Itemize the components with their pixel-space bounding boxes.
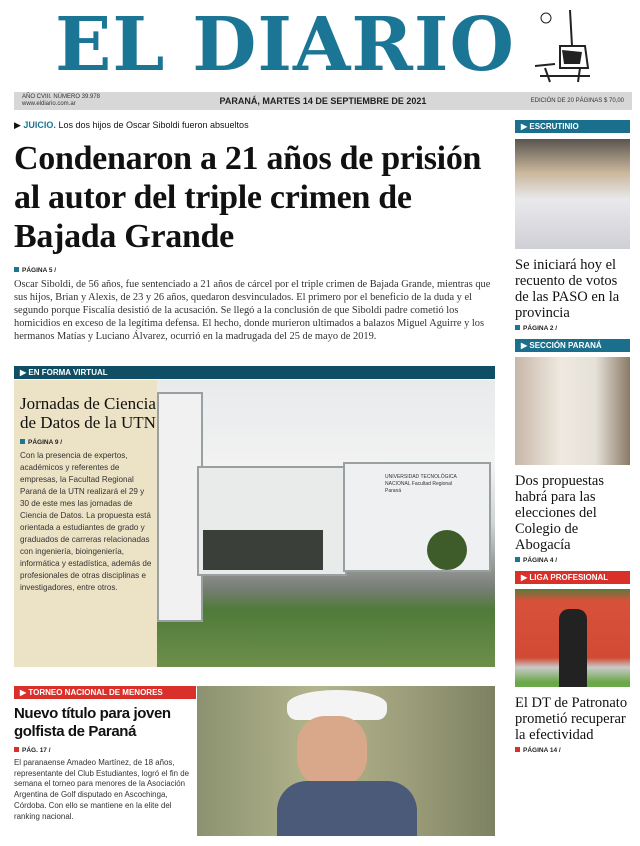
section-label: ESCRUTINIO (529, 122, 579, 131)
section-bar-liga-profesional: ▶ LIGA PROFESIONAL (515, 571, 630, 584)
issue-number: AÑO CVIII. NÚMERO 39.978 (22, 94, 101, 100)
utn-body: Con la presencia de expertos, académicos y referentes de empresas, la Facultad Regional Paraná de la UTN realizará el 29 y 30 de este mes las jornadas de Ciencia de Datos. La propuesta está orientada a estudiantes de grado y graduados de carreras relacionadas con ingeniería, bioingeniería, informática y estadística, además de profesionales de otras disciplinas e investigadores, entre otros. (20, 451, 152, 592)
sidebar-headline-parana[interactable]: Dos propuestas habrá para las elecciones del Colegio de Abogacía (515, 473, 605, 553)
coach-photo (515, 589, 630, 687)
lead-kicker: ▶ JUICIO. Los dos hijos de Oscar Siboldi fueron absueltos (14, 120, 249, 130)
ballot-photo (515, 139, 630, 249)
sidebar-headline-escrutinio[interactable]: Se iniciará hoy el recuento de votos de las PASO en la provincia (515, 257, 620, 321)
lead-page-ref: PÁGINA 5 / (14, 266, 496, 275)
utn-headline[interactable]: Jornadas de Ciencia de Datos de la UTN (20, 394, 156, 432)
logo: EL DIARIO (55, 2, 515, 88)
golf-body: El paranaense Amadeo Martínez, de 18 años, representante del Club Estudiantes, logró el fin de semana el torneo para menores de la Asociación Argentina de Golf disputado en Ascochinga, Córdoba. Con ello se mantiene en la elite del ranking nacional. (14, 758, 190, 821)
edition-price: EDICIÓN DE 20 PÁGINAS $ 70,00 (530, 98, 624, 104)
don-quijote-illustration-icon (530, 6, 600, 86)
utn-sign: UNIVERSIDAD TECNOLÓGICA NACIONAL Facultad Regional Paraná (385, 474, 457, 494)
lead-story (14, 119, 496, 343)
golfer-photo (197, 686, 495, 836)
section-label: EN FORMA VIRTUAL (28, 368, 108, 377)
lawyers-photo (515, 357, 630, 465)
kicker-text: Los dos hijos de Oscar Siboldi fueron absueltos (58, 120, 249, 130)
section-bar-torneo: ▶ TORNEO NACIONAL DE MENORES (14, 686, 196, 699)
dateline: PARANÁ, MARTES 14 DE SEPTIEMBRE DE 2021 (219, 96, 427, 106)
golf-page-ref: PÁG. 17 / (14, 746, 196, 755)
sidebar-page-ref: PÁGINA 14 / (515, 746, 630, 755)
section-label: LIGA PROFESIONAL (529, 573, 609, 582)
dateline-bar (14, 92, 632, 110)
section-bar-en-forma-virtual: ▶ EN FORMA VIRTUAL (14, 366, 495, 379)
sidebar-headline-liga[interactable]: El DT de Patronato prometió recuperar la efectividad (515, 695, 628, 743)
golf-story (14, 686, 196, 822)
section-bar-escrutinio: ▶ ESCRUTINIO (515, 120, 630, 133)
kicker-label: JUICIO. (23, 120, 56, 130)
golf-headline[interactable]: Nuevo título para joven golfista de Paraná (14, 705, 171, 740)
lead-headline[interactable]: Condenaron a 21 años de prisión al autor del triple crimen de Bajada Grande (14, 140, 482, 255)
masthead (0, 0, 640, 88)
utn-story (14, 380, 157, 667)
sidebar-page-ref: PÁGINA 2 / (515, 324, 630, 333)
lead-body: Oscar Siboldi, de 56 años, fue sentenciado a 21 años de cárcel por el triple crimen de Bajada Grande, mientras que sus hijos, Brian y Alexis, de 23 y 26 años, quedaron desvinculados. El primero por el beneficio de la duda y el segundo porque Fiscalía desistió de la acusación. Se llegó a la conclusión de que Siboldi padre cometió los homicidios en exceso de la legítima defensa. El hecho, donde murieron ultimados a balazos Miguel Aguirre y los hermanos Matías y Luciano Álvarez, ocurrió en la madrugada del 25 de mayo de 2019. (14, 279, 491, 342)
website-link[interactable]: www.eldiario.com.ar (22, 101, 76, 107)
sidebar-page-ref: PÁGINA 4 / (515, 556, 630, 565)
section-label: SECCIÓN PARANÁ (529, 341, 602, 350)
section-label: TORNEO NACIONAL DE MENORES (28, 688, 163, 697)
section-bar-seccion-parana: ▶ SECCIÓN PARANÁ (515, 339, 630, 352)
utn-page-ref: PÁGINA 9 / (20, 438, 157, 447)
utn-building-photo (157, 380, 495, 667)
right-column (515, 120, 630, 761)
